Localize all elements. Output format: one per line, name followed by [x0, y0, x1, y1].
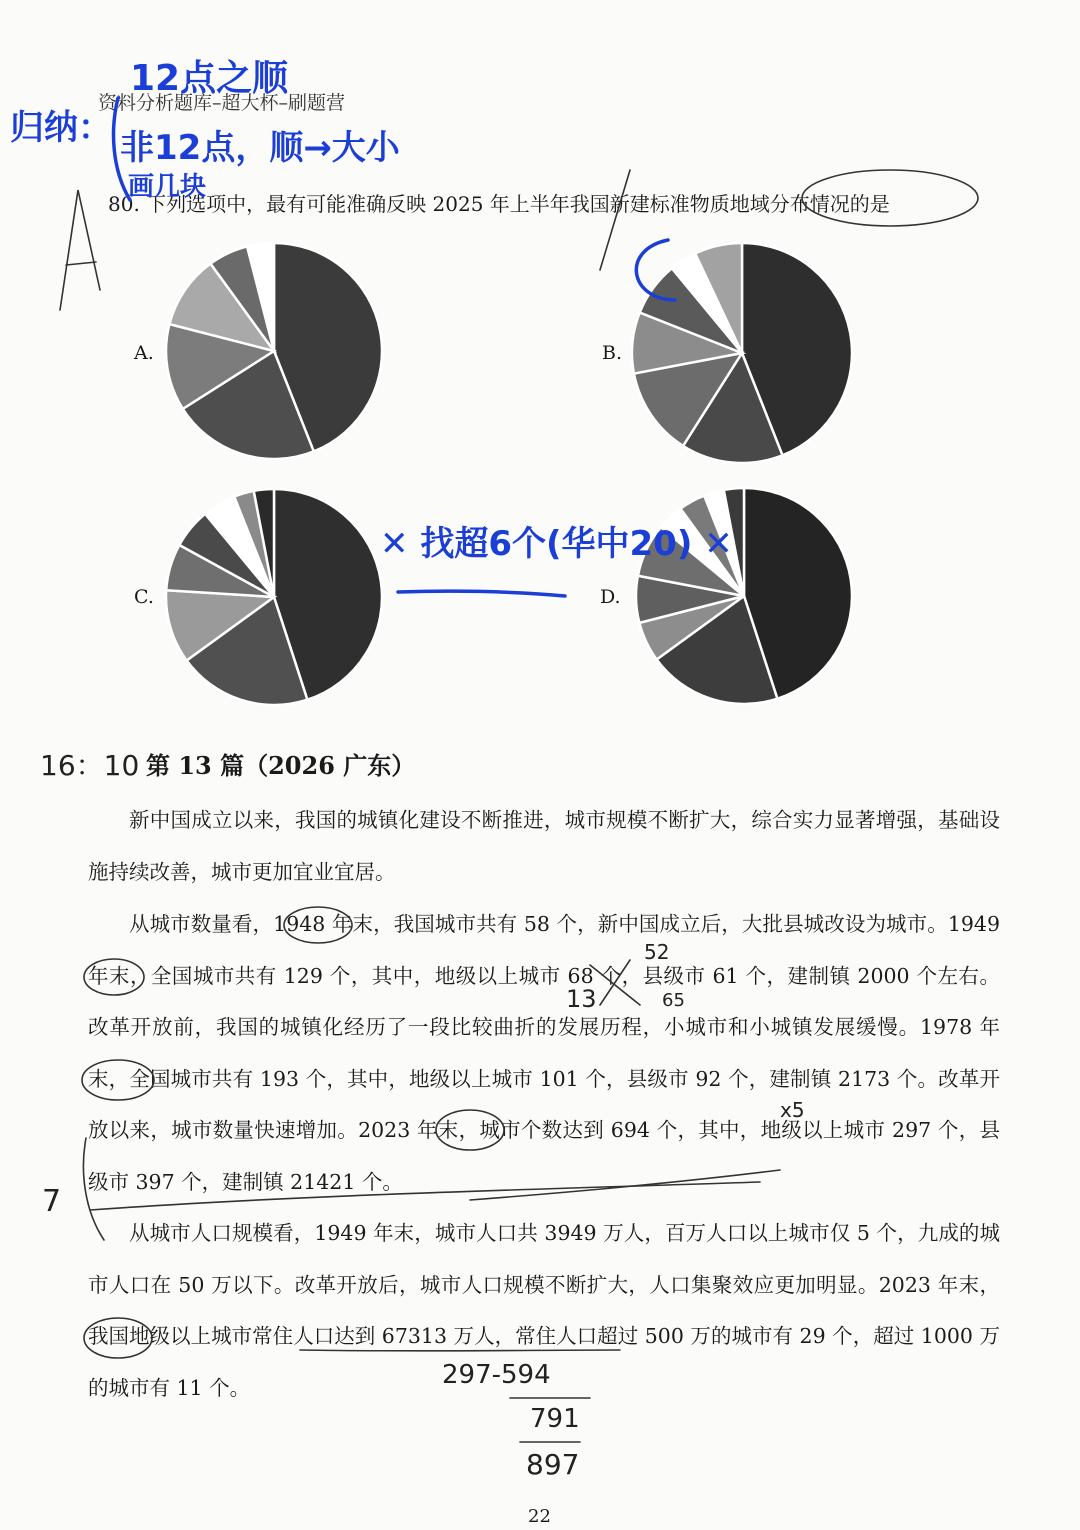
page-header: 资料分析题库–超大杯–刷题营 — [98, 92, 346, 114]
note-num-13: 13 — [566, 985, 597, 1013]
note-num-7: 7 — [42, 1184, 62, 1219]
note-rule-1: 12点之顺 — [130, 58, 289, 99]
note-time: 16：10 — [40, 749, 140, 782]
note-calc-791: 791 — [530, 1404, 580, 1434]
option-b-label[interactable]: B. — [602, 342, 623, 364]
blue-underline — [398, 591, 565, 596]
section-title: 第 13 篇（2026 广东） — [146, 751, 416, 780]
note-rule-3: 画几块 — [128, 172, 207, 202]
note-summary-label: 归纳： — [10, 108, 112, 148]
pie-chart-c[interactable] — [162, 487, 386, 707]
option-c-label[interactable]: C. — [134, 586, 154, 608]
pie-chart-a[interactable] — [164, 241, 384, 461]
option-a-label[interactable]: A. — [134, 342, 154, 364]
pencil-slash-b — [600, 170, 630, 270]
note-middle: ✕ 找超6个(华中20) ✕ — [380, 524, 733, 564]
note-num-x5: x5 — [780, 1098, 805, 1122]
paragraph-1: 新中国成立以来，我国的城镇化建设不断推进，城市规模不断扩大，综合实力显著增强，基础设施持续改善，城市更加宜业宜居。 — [88, 808, 1000, 884]
question-text: 下列选项中，最有可能准确反映 2025 年上半年我国新建标准物质地域分布情况的是 — [146, 192, 890, 216]
note-num-52: 52 — [644, 940, 670, 964]
note-calc-297: 297-594 — [442, 1360, 551, 1390]
page-number: 22 — [528, 1506, 551, 1527]
pencil-A — [60, 190, 100, 310]
paragraph-3: 从城市人口规模看，1949 年末，城市人口共 3949 万人，百万人口以上城市仅 5 个，九成的城市人口在 50 万以下。改革开放后，城市人口规模不断扩大，人口集聚效应更加明显。2023 年末，我国地级以上城市常住人口达到 67313 万人，常住人口超过 500 万的城市有 29 个，超过 1000 万的城市有 11 个。 — [88, 1221, 1000, 1400]
pie-chart-b[interactable] — [630, 241, 854, 465]
note-calc-897: 897 — [526, 1448, 580, 1481]
note-rule-2: 非12点，顺→大小 — [120, 128, 400, 168]
question-80 — [108, 188, 890, 217]
note-num-65: 65 — [662, 990, 685, 1011]
option-d-label[interactable]: D. — [600, 586, 621, 608]
paragraph-2: 从城市数量看，1948 年末，我国城市共有 58 个，新中国成立后，大批县城改设为城市。1949 年末，全国城市共有 129 个，其中，地级以上城市 68 个，县级市 61 个，建制镇 2000 个左右。改革开放前，我国的城镇化经历了一段比较曲折的发展历程，小城市和小城镇发展缓慢。1978 年末，全国城市共有 193 个，其中，地级以上城市 101 个，县级市 92 个，建制镇 2173 个。改革开放以来，城市数量快速增加。2023 年末，城市个数达到 694 个，其中，地级以上城市 297 个，县级市 397 个，建制镇 21421 个。 — [88, 912, 1000, 1194]
question-number: 80. — [108, 192, 140, 216]
